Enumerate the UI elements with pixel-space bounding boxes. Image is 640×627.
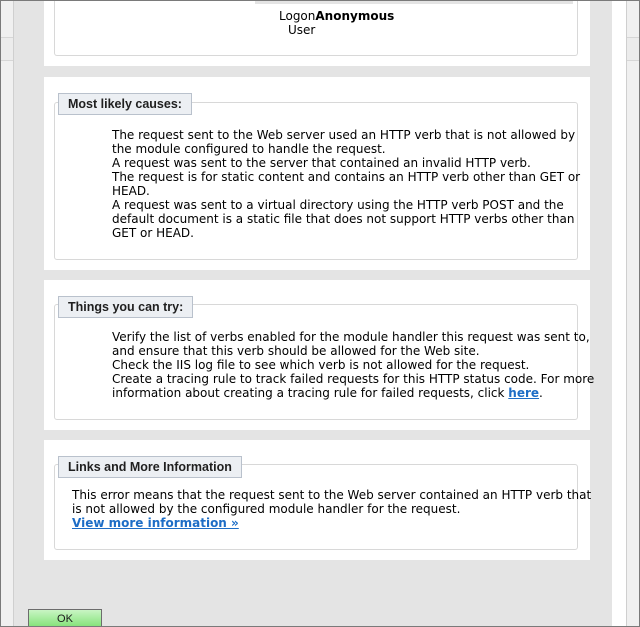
here-link[interactable]: here	[508, 386, 540, 400]
try-line: Check the IIS log file to see which verb is not allowed for the request.	[112, 358, 530, 372]
causes-text	[112, 128, 580, 240]
links-panel	[44, 440, 590, 560]
logon-value: Anonymous	[315, 9, 395, 23]
causes-line: A request was sent to the server that contained an invalid HTTP verb.	[112, 156, 531, 170]
right-background-strip	[626, 1, 640, 626]
try-line: and ensure that this verb should be allowed for the Web site.	[112, 344, 480, 358]
causes-line: The request is for static content and contains an HTTP verb other than GET or	[112, 170, 581, 184]
links-heading: Links and More Information	[58, 456, 242, 478]
detailed-info-box	[54, 0, 578, 56]
try-last-line-period: .	[539, 386, 543, 400]
causes-line: HEAD.	[112, 184, 150, 198]
left-background-strip	[1, 1, 14, 626]
left-strip-band	[1, 37, 13, 61]
try-line	[112, 386, 594, 400]
links-text	[72, 488, 591, 530]
view-more-information-link[interactable]: View more information »	[72, 516, 239, 530]
right-strip-band	[627, 37, 640, 61]
detailed-info-panel	[44, 1, 590, 66]
links-line: This error means that the request sent to the Web server contained an HTTP verb that	[72, 488, 592, 502]
links-line: is not allowed by the configured module handler for the request.	[72, 502, 461, 516]
causes-line: the module configured to handle the request.	[112, 142, 386, 156]
user-label: User	[288, 23, 316, 37]
try-text	[112, 330, 594, 400]
try-line: Verify the list of verbs enabled for the module handler this request was sent to,	[112, 330, 590, 344]
causes-line: The request sent to the Web server used an HTTP verb that is not allowed by	[112, 128, 576, 142]
try-heading: Things you can try:	[58, 296, 193, 318]
table-header-bar	[255, 0, 573, 4]
error-dialog	[14, 1, 612, 626]
causes-heading: Most likely causes:	[58, 93, 192, 115]
try-last-line-text: information about creating a tracing rule for failed requests, click	[112, 386, 509, 400]
logon-label: Logon	[279, 9, 316, 23]
causes-line: A request was sent to a virtual directory using the HTTP verb POST and the	[112, 198, 564, 212]
causes-line: GET or HEAD.	[112, 226, 194, 240]
try-line: Create a tracing rule to track failed requests for this HTTP status code. For more	[112, 372, 595, 386]
causes-panel	[44, 77, 590, 270]
logon-user-row	[279, 9, 394, 37]
try-panel	[44, 280, 595, 430]
ok-button[interactable]: OK	[28, 609, 102, 627]
causes-line: default document is a static file that does not support HTTP verbs other than	[112, 212, 575, 226]
